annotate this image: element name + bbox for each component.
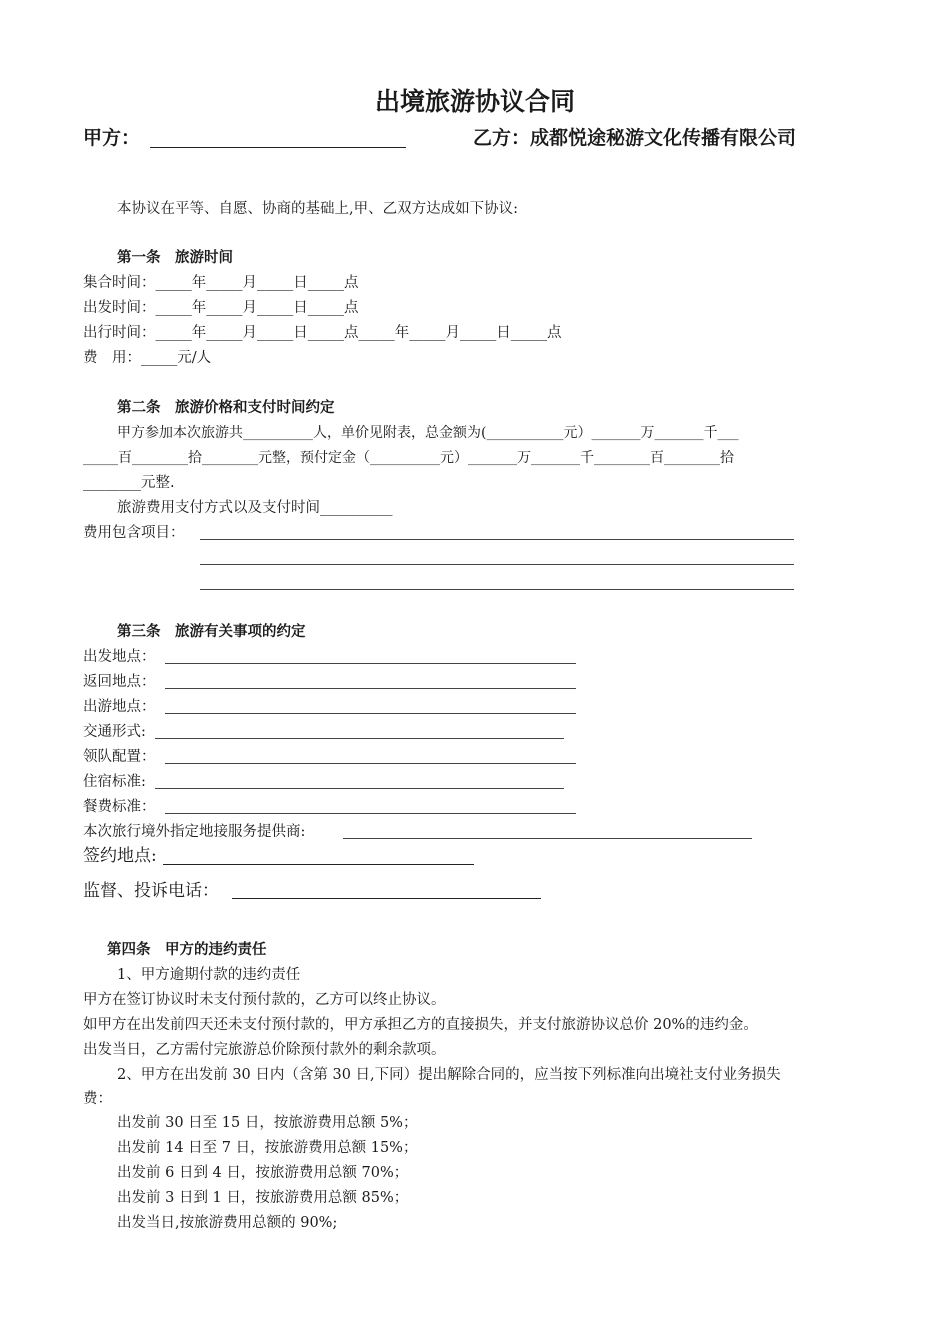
intro-text: 本协议在平等、自愿、协商的基础上,甲、乙双方达成如下协议:	[117, 201, 518, 217]
accommodation-line	[155, 788, 564, 789]
article4-line-2: 如甲方在出发前四天还未支付预付款的，甲方承担乙方的直接损失，并支付旅游协议总价 20%的违约金。	[83, 1017, 758, 1033]
document-title: 出境旅游协议合同	[374, 87, 575, 116]
tour-leader-line	[165, 763, 576, 764]
depart-time: 出发时间：_____年_____月_____日_____点	[83, 300, 359, 316]
departure-place-label: 出发地点：	[83, 649, 156, 665]
meal-standard-line	[165, 813, 576, 814]
fee-per-person: 费 用：_____元/人	[83, 350, 212, 366]
price-line-3: ________元整.	[83, 475, 175, 491]
destination-label: 出游地点：	[83, 699, 156, 715]
tour-leader-label: 领队配置：	[83, 749, 156, 765]
payment-method: 旅游费用支付方式以及支付时间__________	[117, 500, 393, 516]
article4-sub2-cont: 费：	[83, 1091, 112, 1107]
party-b: 乙方：成都悦途秘游文化传播有限公司	[473, 127, 797, 149]
complaint-phone-label: 监督、投诉电话：	[83, 881, 219, 901]
article3-heading: 第三条 旅游有关事项的约定	[117, 624, 306, 640]
meal-standard-label: 餐费标准：	[83, 799, 156, 815]
overseas-provider-label: 本次旅行境外指定地接服务提供商:	[83, 824, 306, 840]
article4-line-1: 甲方在签订协议时未支付预付款的，乙方可以终止协议。	[83, 992, 446, 1008]
penalty-item: 出发前 3 日到 1 日，按旅游费用总额 85%；	[117, 1190, 409, 1206]
return-place-label: 返回地点：	[83, 674, 156, 690]
sign-place-label: 签约地点:	[83, 846, 157, 866]
penalty-item: 出发当日,按旅游费用总额的 90%;	[117, 1215, 338, 1231]
fee-includes-line-2	[200, 564, 794, 565]
article4-sub2: 2、甲方在出发前 30 日内（含第 30 日,下同）提出解除合同的，应当按下列标准向出境社支付业务损失	[117, 1067, 781, 1083]
penalty-item: 出发前 6 日到 4 日，按旅游费用总额 70%；	[117, 1165, 409, 1181]
transport-line	[155, 738, 564, 739]
article4-heading: 第四条 甲方的违约责任	[107, 942, 267, 958]
article2-heading: 第二条 旅游价格和支付时间约定	[117, 400, 335, 416]
penalty-item: 出发前 14 日至 7 日，按旅游费用总额 15%；	[117, 1140, 418, 1156]
return-place-line	[165, 688, 576, 689]
accommodation-label: 住宿标准:	[83, 774, 146, 790]
article4-line-3: 出发当日，乙方需付完旅游总价除预付款外的剩余款项。	[83, 1042, 446, 1058]
party-a-blank	[150, 147, 406, 148]
price-line-1: 甲方参加本次旅游共__________人，单价见附表，总金额为(___________元）_______万_______千___	[117, 425, 739, 441]
transport-label: 交通形式:	[83, 724, 146, 740]
penalty-item: 出发前 30 日至 15 日，按旅游费用总额 5%；	[117, 1115, 418, 1131]
sign-place-line	[163, 864, 474, 865]
fee-includes-line-1	[200, 539, 794, 540]
overseas-provider-line	[343, 838, 752, 839]
departure-place-line	[165, 663, 576, 664]
price-line-2: _____百________拾________元整，预付定金（__________元）_______万_______千________百________拾	[83, 450, 734, 466]
destination-line	[165, 713, 576, 714]
fee-includes-line-3	[200, 589, 794, 590]
article1-heading: 第一条 旅游时间	[117, 250, 233, 266]
fee-includes-label: 费用包含项目：	[83, 525, 185, 541]
party-a-label: 甲方：	[83, 127, 141, 149]
complaint-phone-line	[232, 898, 541, 899]
travel-time: 出行时间：_____年_____月_____日_____点_____年_____月_____日_____点	[83, 325, 562, 341]
gather-time: 集合时间：_____年_____月_____日_____点	[83, 275, 359, 291]
article4-sub1: 1、甲方逾期付款的违约责任	[117, 967, 301, 983]
